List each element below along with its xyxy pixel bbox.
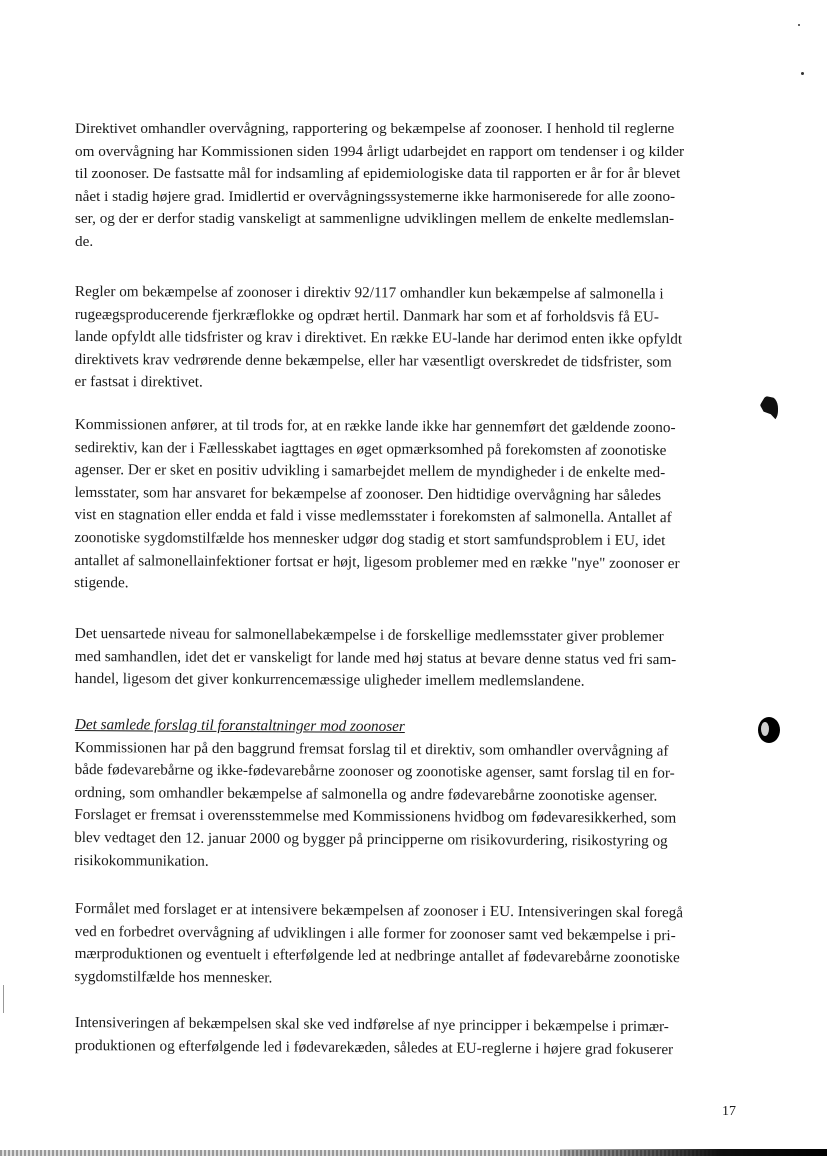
- text-line: sedirektiv, kan der i Fællesskabet iagttages en øget opmærksomhed på forekomsten af zoonotiske: [74, 438, 667, 459]
- text-line: vist en stagnation eller endda et fald i visse medlemsstater i forekomsten af salmonella. Antallet af: [74, 506, 672, 527]
- scan-bottom-shadow: [560, 1149, 827, 1156]
- text-line: Kommissionen har på den baggrund fremsat forslag til et direktiv, som omhandler overvågning af: [74, 738, 669, 760]
- text-line: Kommissionen anfører, at til trods for, at en række lande ikke har gennemført det gældende zoono-: [74, 415, 676, 437]
- paragraph-3: [74, 414, 743, 598]
- scan-speck: [801, 72, 804, 75]
- section-heading: Det samlede forslag til foranstaltninger mod zoonoser: [74, 715, 405, 736]
- text-line: rugeægsproducerende fjerkræflokke og opdræt hertil. Danmark har som et af forholdsvis få EU-: [74, 305, 660, 326]
- text-line: produktionen og efterfølgende led i fødevarekæden, således at EU-reglerne i højere grad fokuserer: [74, 1036, 674, 1058]
- paragraph-6: [74, 898, 743, 993]
- text-line: antallet af salmonellainfektioner fortsat er højt, ligesom problemer med en række "nye" zoonoser er: [74, 551, 680, 572]
- text-line: ser, og der er derfor stadig vanskeligt at sammenligne udviklingen mellem de enkelte medlemslan-: [75, 210, 675, 228]
- text-line: Det uensartede niveau for salmonellabekæmpelse i de forskellige medlemsstater giver problemer: [74, 625, 664, 646]
- paragraph-4: [75, 623, 743, 694]
- binder-hole-mark: [760, 396, 778, 422]
- text-line: Regler om bekæmpelse af zoonoser i direktiv 92/117 omhandler kun bekæmpelse af salmonella i: [74, 282, 664, 303]
- paragraph-1: [75, 118, 743, 254]
- text-line: agenser. Der er sket en positiv udvikling i samarbejdet mellem de myndigheder i de enkelte med-: [74, 461, 666, 482]
- page-number: 17: [722, 1104, 736, 1119]
- text-line: handel, ligesom det giver konkurrencemæssige uligheder imellem medlemslandene.: [74, 670, 585, 690]
- scan-edge-mark: [3, 985, 4, 1013]
- paragraph-7: [75, 1012, 743, 1062]
- scan-speck: [798, 24, 800, 26]
- text-line: Formålet med forslaget er at intensivere bekæmpelsen af zoonoser i EU. Intensiveringen skal foregå: [74, 899, 684, 922]
- text-line: Intensiveringen af bekæmpelsen skal ske ved indførelse af nye principper i bekæmpelse i primær-: [74, 1013, 669, 1036]
- text-line: nået i stadig højere grad. Imidlertid er overvågningssystemerne ikke harmoniserede for alle zoono-: [75, 187, 676, 205]
- text-line: blev vedtaget den 12. januar 2000 og bygger på principperne om risikovurdering, risikostyring og: [74, 828, 668, 850]
- paragraph-5: [74, 714, 743, 876]
- text-line: lemsstater, som har ansvaret for bekæmpelse af zoonoser. Den hidtidige overvågning har således: [74, 483, 662, 504]
- binder-hole-mark: [758, 717, 780, 743]
- text-line: direktivets krav vedrørende denne bekæmpelse, eller har væsentligt overskredet de tidsfrister, som: [74, 350, 672, 371]
- text-line: Direktivet omhandler overvågning, rapportering og bekæmpelse af zoonoser. I henhold til reglerne: [75, 120, 675, 137]
- text-line: ved en forbedret overvågning af udviklingen i alle former for zoonoser samt ved bekæmpelse i pri-: [74, 922, 676, 944]
- text-line: både fødevarebårne og ikke-fødevarebårne zoonoser og zoonotiske agenser, samt forslag til en for-: [74, 761, 675, 782]
- text-line: de.: [75, 232, 94, 250]
- text-line: er fastsat i direktivet.: [74, 373, 203, 391]
- text-line: med samhandlen, idet det er vanskeligt for lande med høj status at bevare denne status ved fri sam-: [74, 647, 677, 668]
- text-line: stigende.: [74, 574, 129, 592]
- text-line: sygdomstilfælde hos mennesker.: [74, 967, 273, 987]
- paragraph-2: [75, 281, 743, 397]
- text-line: lande opfyldt alle tidsfrister og krav i direktivet. En række EU-lande har derimod enten ikke opfyldt: [74, 328, 683, 348]
- text-line: zoonotiske sygdomstilfælde hos mennesker udgør dog stadig et stort samfundsproblem i EU, idet: [74, 528, 666, 550]
- text-line: mærproduktionen og eventuelt i efterfølgende led at nedbringe antallet af fødevarebårne zoonotiske: [74, 945, 680, 967]
- text-line: til zoonoser. De fastsatte mål for indsamling af epidemiologiske data til rapporten er år for år blevet: [75, 165, 681, 183]
- text-line: Forslaget er fremsat i overensstemmelse med Kommissionens hvidbog om fødevaresikkerhed, som: [74, 806, 677, 828]
- text-line: om overvågning har Kommissionen siden 1994 årligt udarbejdet en rapport om tendenser i og kilder: [75, 142, 685, 160]
- text-line: ordning, som omhandler bekæmpelse af salmonella og andre fødevarebårne zoonotiske agenser.: [74, 783, 658, 805]
- text-line: risikokommunikation.: [74, 851, 209, 870]
